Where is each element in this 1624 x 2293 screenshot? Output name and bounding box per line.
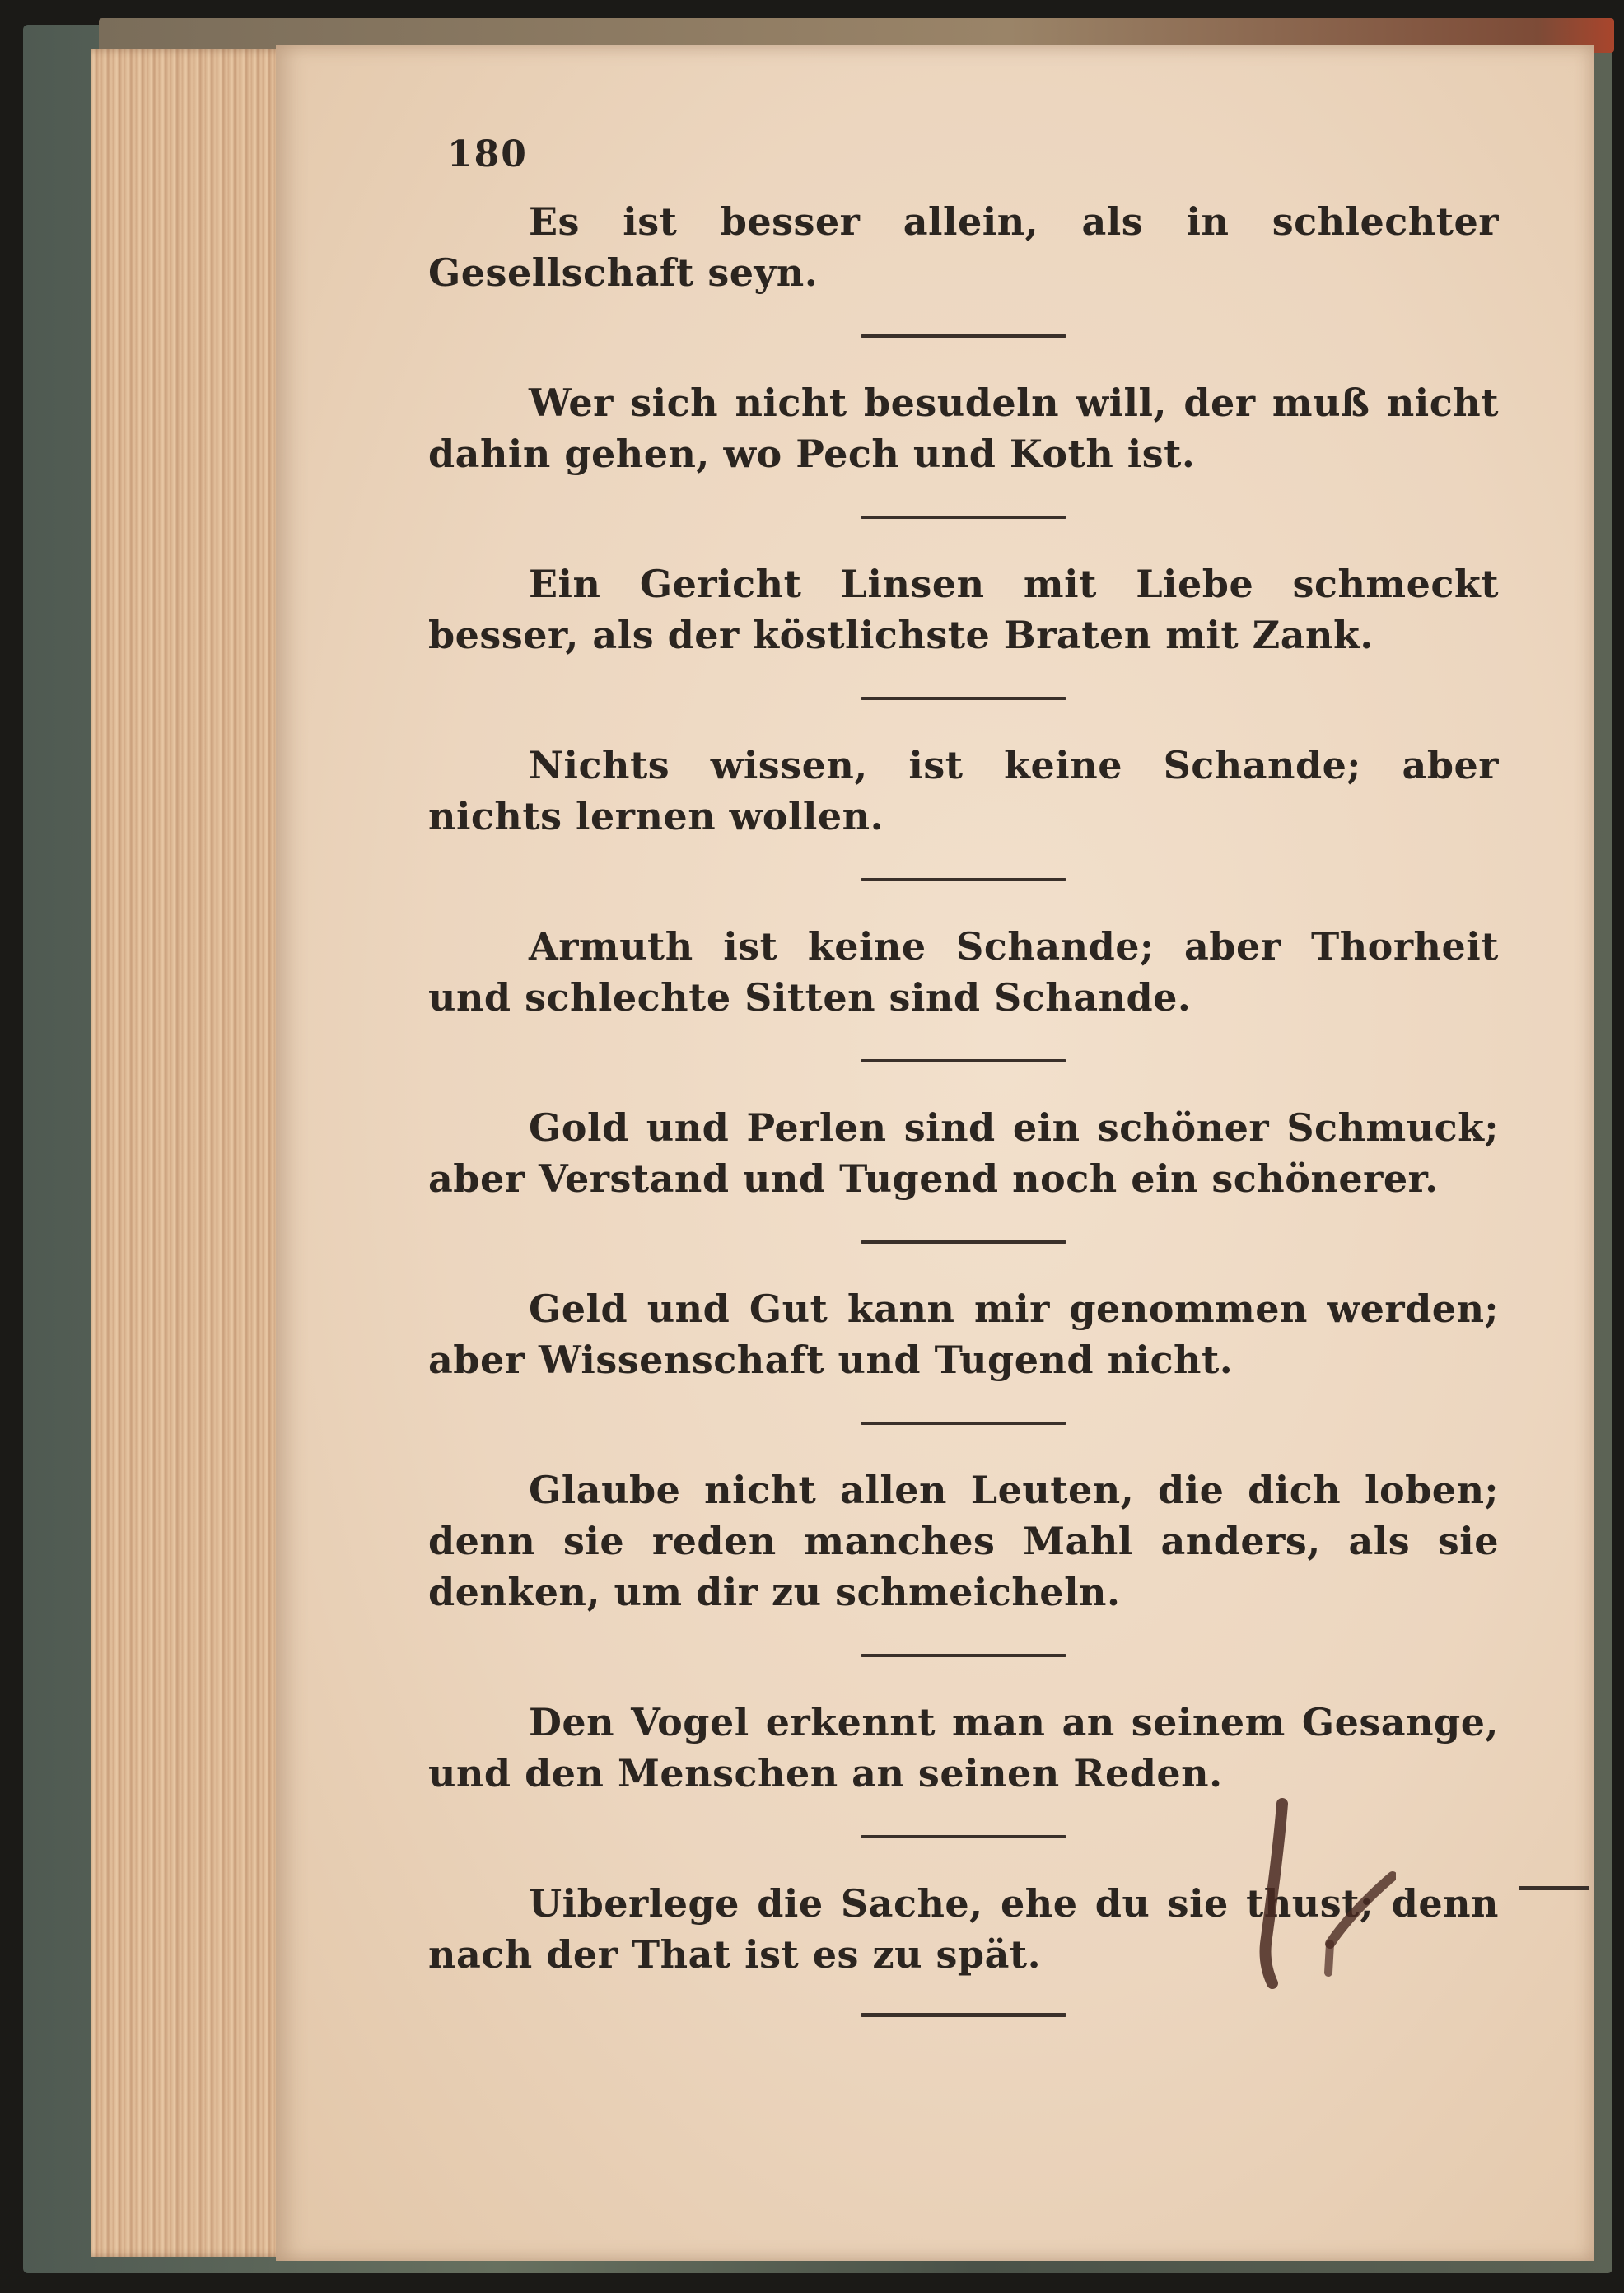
- proverb-list: [428, 196, 1499, 2017]
- proverb-1: Es ist besser allein, als in schlechter Gesellschaft seyn.: [428, 199, 1499, 295]
- margin-rule: [1519, 1886, 1589, 1890]
- proverb-4: Nichts wissen, ist keine Schande; aber nichts lernen wollen.: [428, 743, 1499, 838]
- ink-mark-icon: [1231, 1796, 1396, 1993]
- separator-rule: [861, 516, 1066, 519]
- separator-rule: [861, 1240, 1066, 1244]
- closing-rule: [861, 2013, 1066, 2017]
- page-number: 180: [447, 133, 528, 175]
- proverb-10: Uiberlege die Sache, ehe du sie thust; denn nach der That ist es zu spät.: [428, 1881, 1499, 1977]
- separator-rule: [861, 1422, 1066, 1425]
- proverb-7: Geld und Gut kann mir genommen werden; aber Wissenschaft und Tugend nicht.: [428, 1287, 1499, 1382]
- separator-rule: [861, 878, 1066, 881]
- proverb-6: Gold und Perlen sind ein schöner Schmuck; aber Verstand und Tugend noch ein schönerer.: [428, 1105, 1499, 1201]
- separator-rule: [861, 334, 1066, 338]
- separator-rule: [861, 697, 1066, 700]
- separator-rule: [861, 1835, 1066, 1838]
- page-edges: [91, 49, 288, 2257]
- proverb-2: Wer sich nicht besudeln will, der muß nicht dahin gehen, wo Pech und Koth ist.: [428, 381, 1499, 476]
- separator-rule: [861, 1654, 1066, 1657]
- separator-rule: [861, 1059, 1066, 1062]
- proverb-5: Armuth ist keine Schande; aber Thorheit und schlechte Sitten sind Schande.: [428, 924, 1499, 1020]
- proverb-3: Ein Gericht Linsen mit Liebe schmeckt besser, als der köstlichste Braten mit Zank.: [428, 562, 1499, 657]
- proverb-9: Den Vogel erkennt man an seinem Gesange, und den Menschen an seinen Reden.: [428, 1700, 1499, 1796]
- proverb-8: Glaube nicht allen Leuten, die dich loben; denn sie reden manches Mahl anders, als sie denken, um dir zu schmeicheln.: [428, 1468, 1499, 1614]
